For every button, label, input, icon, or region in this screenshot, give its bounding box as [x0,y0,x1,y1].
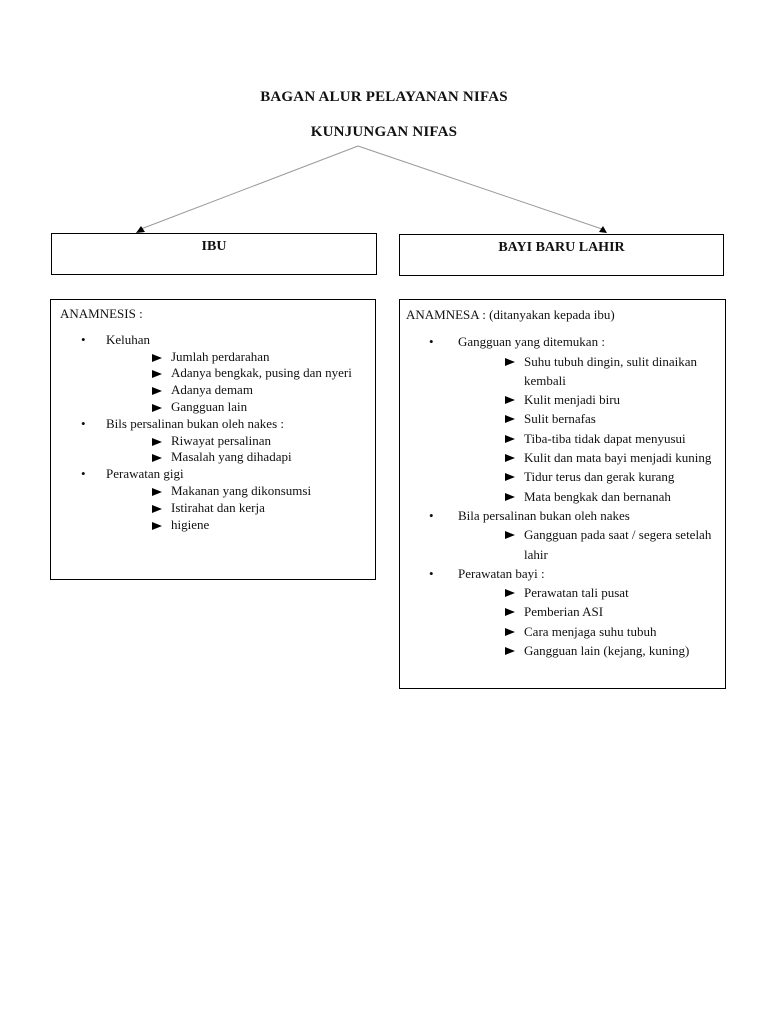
sub-item: Kulit menjadi biru [504,390,717,409]
list-item [406,564,717,660]
sub-item: Pemberian ASI [504,602,717,621]
group-label: Gangguan yang ditemukan : [458,334,605,350]
sub-list [458,525,717,564]
ibu-header-box [51,233,377,275]
ibu-section-title: ANAMNESIS : [60,306,143,321]
sub-item: Istirahat dan kerja [151,500,367,517]
list-item [60,416,367,466]
sub-item: Riwayat persalinan [151,433,367,450]
sub-list [458,352,717,506]
bayi-header-label: BAYI BARU LAHIR [498,240,625,255]
sub-item: Kulit dan mata bayi menjadi kuning [504,448,717,467]
sub-item: Suhu tubuh dingin, sulit dinaikan kembali [504,352,717,391]
arrowhead-bayi [599,226,607,233]
sub-item: Jumlah perdarahan [151,349,367,366]
sub-list [458,583,717,660]
group-label: Perawatan bayi : [458,565,545,581]
group-label: Keluhan [106,331,151,347]
bayi-anamnesa-box [399,299,726,689]
bayi-header-box [399,234,724,276]
sub-item: Gangguan lain [151,399,367,416]
sub-item: Masalah yang dihadapi [151,449,367,466]
sub-list [106,433,367,467]
connector-line-bayi [358,146,602,229]
sub-list [106,349,367,416]
sub-item: Perawatan tali pusat [504,583,717,602]
sub-list [106,483,367,533]
sub-item: Gangguan pada saat / segera setelah lahir [504,525,717,564]
sub-item: Tidur terus dan gerak kurang [504,467,717,486]
bayi-group-list [406,332,717,660]
sub-item: Sulit bernafas [504,409,717,428]
sub-item: Cara menjaga suhu tubuh [504,622,717,641]
group-label: Bils persalinan bukan oleh nakes : [106,415,284,431]
list-item [406,332,717,506]
sub-item: Tiba-tiba tidak dapat menyusui [504,429,717,448]
diagram-title: BAGAN ALUR PELAYANAN NIFAS [260,89,508,105]
list-item [60,332,367,416]
sub-item: Adanya demam [151,382,367,399]
sub-item: Adanya bengkak, pusing dan nyeri [151,365,367,382]
list-item [60,466,367,533]
ibu-group-list [60,332,367,534]
arrowhead-ibu [136,226,145,233]
sub-item: Makanan yang dikonsumsi [151,483,367,500]
ibu-anamnesis-box [50,299,376,580]
group-label: Bila persalinan bukan oleh nakes [458,507,630,523]
connector-line-ibu [141,146,358,229]
list-item [406,506,717,564]
diagram-subtitle: KUNJUNGAN NIFAS [310,124,458,140]
bayi-section-title: ANAMNESA : (ditanyakan kepada ibu) [406,307,615,322]
sub-item: higiene [151,517,367,534]
group-label: Perawatan gigi [106,466,184,482]
sub-item: Mata bengkak dan bernanah [504,487,717,506]
sub-item: Gangguan lain (kejang, kuning) [504,641,717,660]
ibu-header-label: IBU [201,239,227,254]
